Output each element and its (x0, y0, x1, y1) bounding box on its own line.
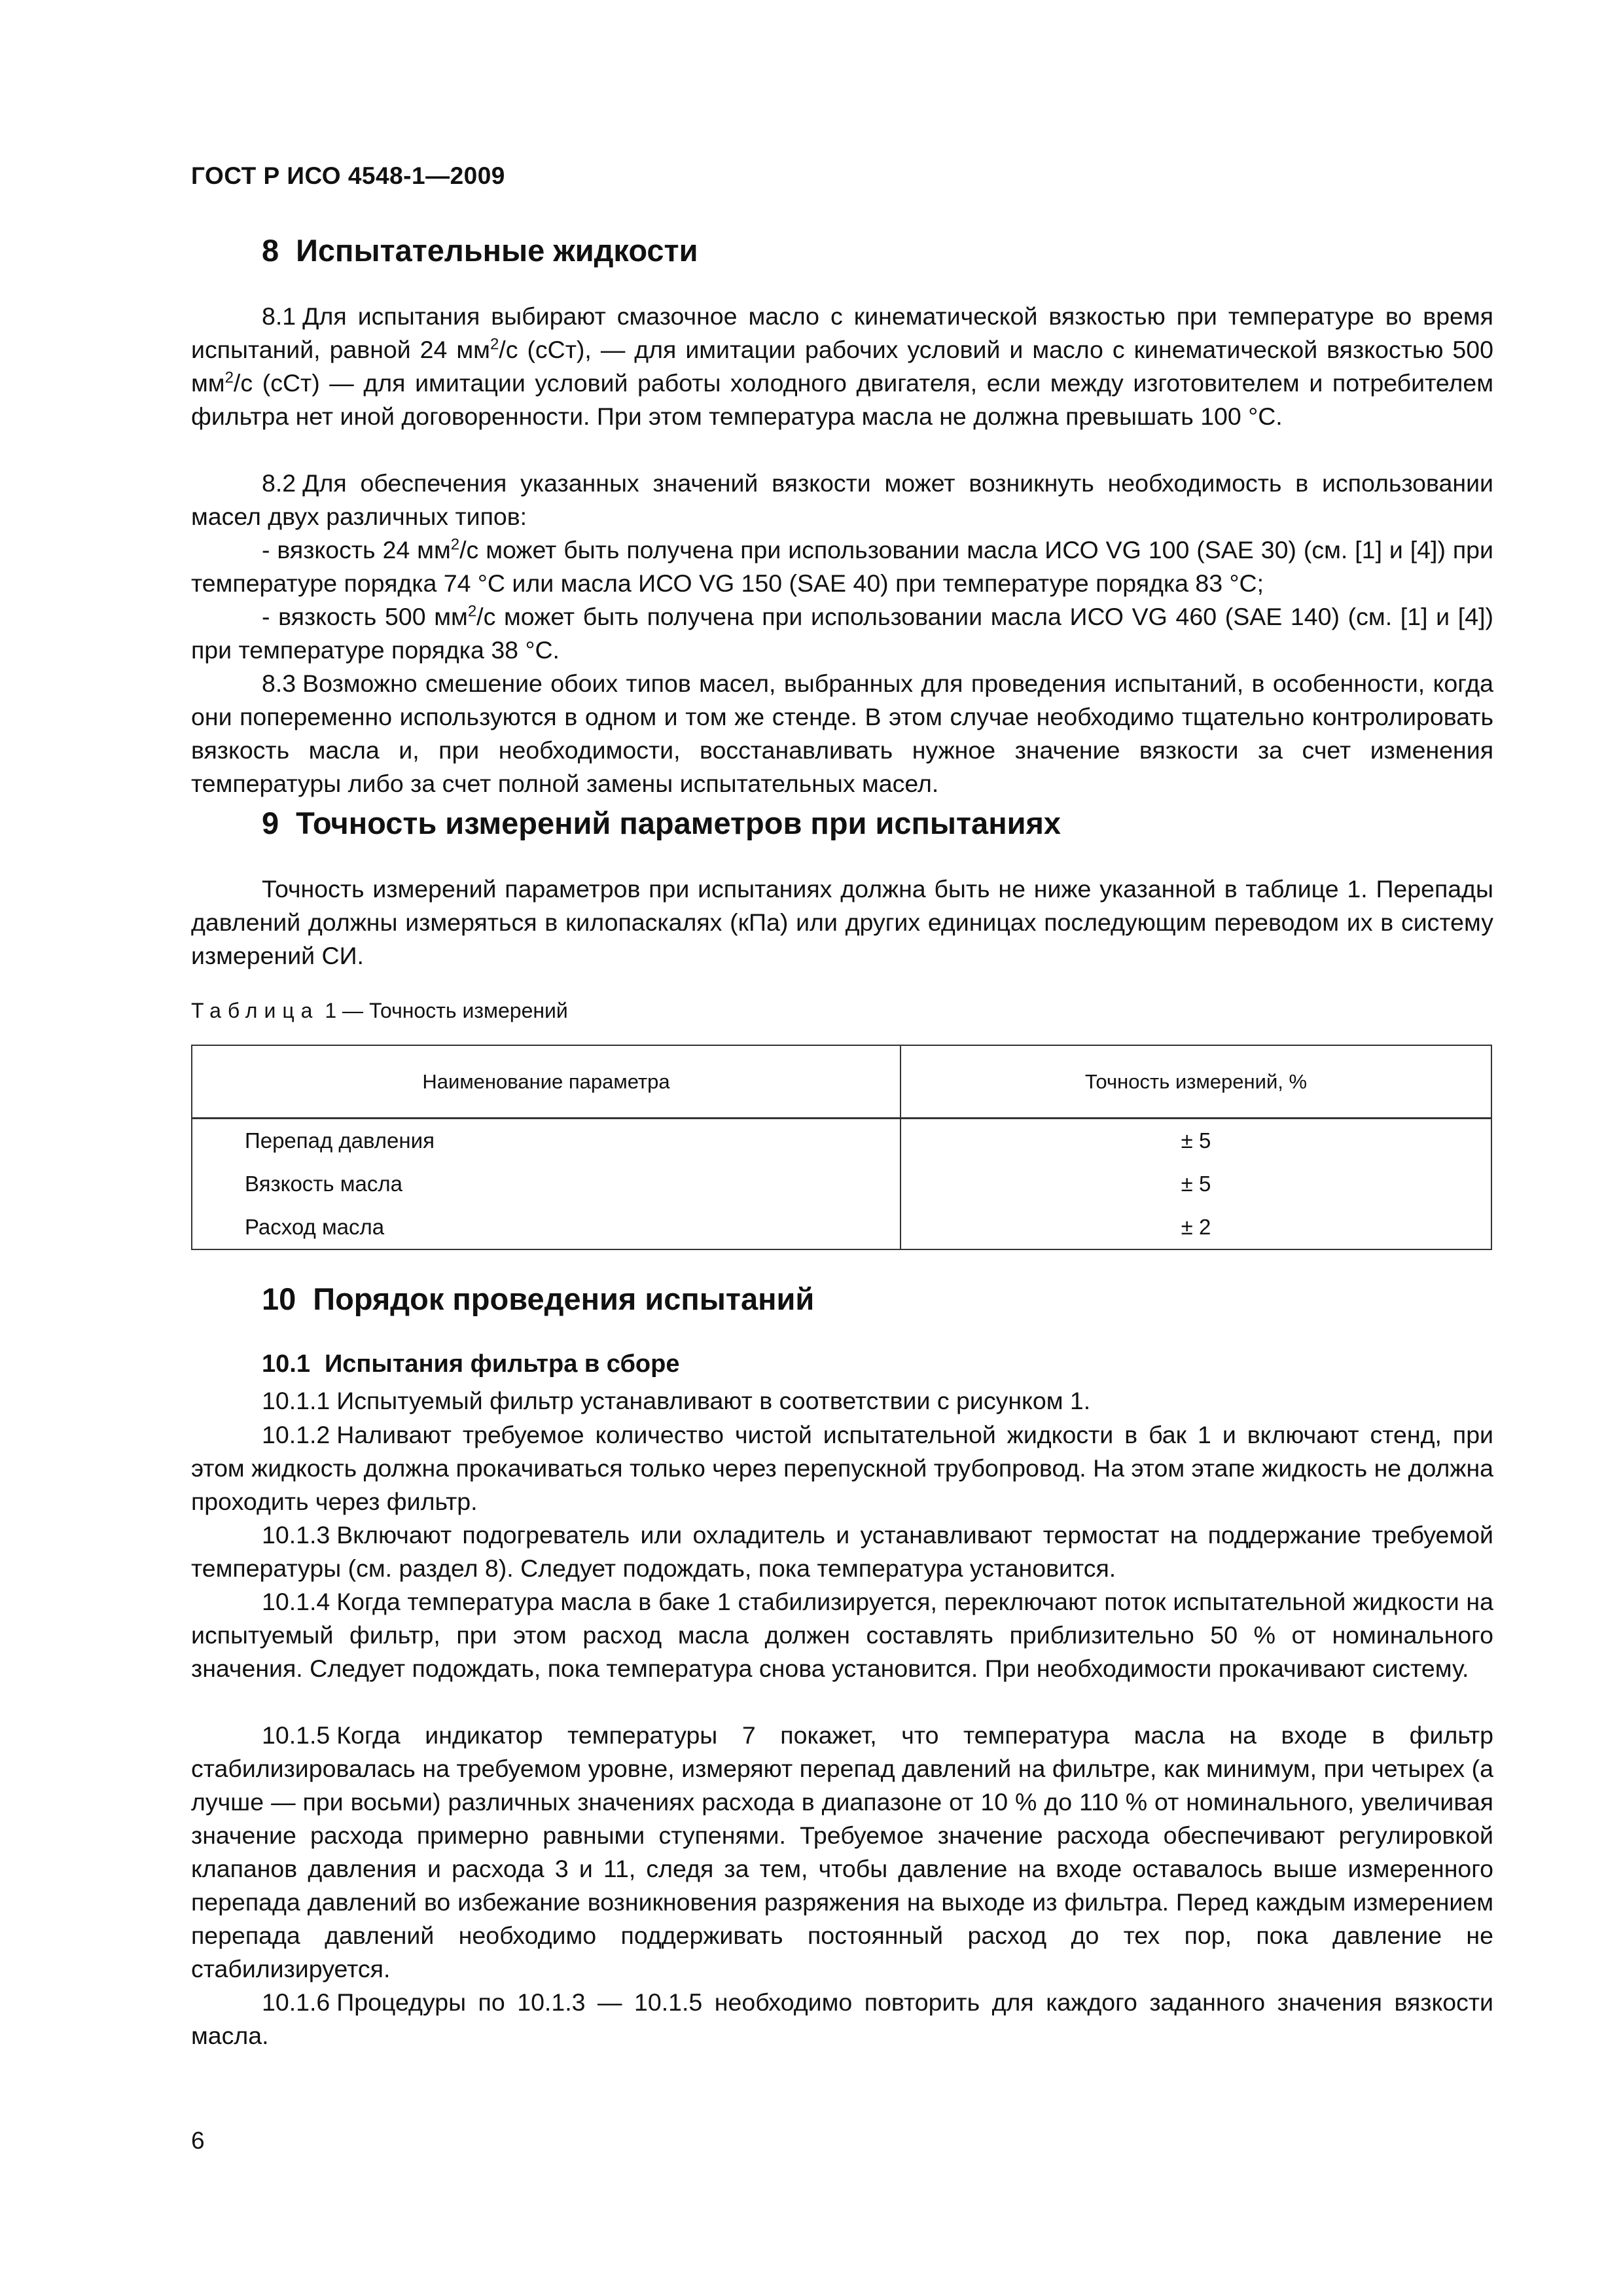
section-number: 8 (262, 233, 279, 268)
paragraph-text: Для испытания выбирают смазочное масло с кинематической вязкостью при температуре во время испытаний, равной 24 мм (191, 302, 1493, 363)
cell-parameter: Расход масла (192, 1206, 901, 1249)
paragraph-text: - вязкость 500 мм (262, 603, 468, 630)
paragraph-number: 10.1.2 (262, 1421, 330, 1448)
cell-accuracy: ± 5 (901, 1119, 1491, 1163)
section-9-heading (262, 805, 1061, 841)
column-header-parameter: Наименование параметра (192, 1045, 901, 1119)
table-row (192, 1162, 1491, 1206)
paragraph-8-3 (191, 667, 1493, 800)
section-number: 10 (262, 1282, 296, 1316)
paragraph-number: 10.1.6 (262, 1988, 330, 2016)
section-title: Порядок проведения испытаний (313, 1282, 815, 1316)
page-number: 6 (191, 2127, 205, 2154)
paragraph-text: Испытуемый фильтр устанавливают в соответствии с рисунком 1. (336, 1387, 1091, 1414)
paragraph-number: 10.1.4 (262, 1588, 330, 1615)
paragraph-number: 8.3 (262, 670, 296, 697)
table-row (192, 1119, 1491, 1163)
cell-parameter: Перепад давления (192, 1119, 901, 1163)
paragraph-8-1 (191, 300, 1493, 433)
superscript: 2 (450, 535, 460, 554)
cell-accuracy: ± 5 (901, 1162, 1491, 1206)
paragraph-8-2 (191, 467, 1493, 533)
section-10-heading (262, 1281, 814, 1317)
paragraph-8-2-item-2 (191, 600, 1493, 667)
paragraph-number: 10.1.1 (262, 1387, 330, 1414)
paragraph-text: /с (сСт), — для имитации рабочих условий и масло с кинематической вязкостью 500 мм (191, 336, 1493, 397)
paragraph-text: Наливают требуемое количество чистой испытательной жидкости в бак 1 и включают стенд, при этом жидкость должна прокачиваться только через перепускной трубопровод. На этом этапе жидкость не должна проходить через фильтр. (191, 1421, 1494, 1515)
paragraph-number: 8.2 (262, 469, 296, 497)
paragraph-text: Процедуры по 10.1.3 — 10.1.5 необходимо повторить для каждого заданного значения вязкости масла. (191, 1988, 1493, 2049)
paragraph-text: /с (сСт) — для имитации условий работы холодного двигателя, если между изготовителем и потребителем фильтра нет иной договоренности. При этом температура масла не должна превышать 100 °С. (191, 369, 1493, 430)
superscript: 2 (467, 602, 477, 620)
paragraph-text: - вязкость 24 мм (262, 536, 451, 564)
paragraph-number: 10.1.3 (262, 1521, 330, 1549)
paragraph-10-1-4 (191, 1585, 1493, 1685)
section-8-heading (262, 232, 698, 268)
cell-accuracy: ± 2 (901, 1206, 1491, 1249)
subsection-number: 10.1 (262, 1350, 310, 1378)
paragraph-text: Включают подогреватель или охладитель и устанавливают термостат на поддержание требуемой температуры (см. раздел 8). Следует подождать, пока температура установится. (191, 1521, 1493, 1582)
paragraph-text: Когда индикатор температуры 7 покажет, что температура масла на входе в фильтр стабилизировалась на требуемом уровне, измеряют перепад давлений на фильтре, как минимум, при четырех (а лучше — при восьми) различных значениях расхода в диапазоне от 10 % до 110 % от номинального, увеличивая значение расхода примерно равными ступенями. Требуемое значение расхода обеспечивают регулировкой клапанов давления и расхода 3 и 11, следя за тем, чтобы давление на входе оставалось выше измеренного перепада давлений во избежание возникновения разряжения на выходе из фильтра. Перед каждым измерением перепада давлений необходимо поддерживать постоянный расход до тех пор, пока давление не стабилизируется. (191, 1721, 1493, 1982)
paragraph-text: Точность измерений параметров при испытаниях должна быть не ниже указанной в таблице 1. Перепады давлений должны измеряться в килопаскалях (кПа) или других единицах последующим переводом их в систему измерений СИ. (191, 875, 1493, 969)
paragraph-10-1-6 (191, 1986, 1493, 2053)
cell-parameter: Вязкость масла (192, 1162, 901, 1206)
paragraph-10-1-2 (191, 1418, 1493, 1518)
section-title: Точность измерений параметров при испытаниях (296, 806, 1061, 840)
table-row (192, 1206, 1491, 1249)
paragraph-text: /с может быть получена при использовании масла ИСО VG 460 (SAE 140) (см. [1] и [4]) при температуре порядка 38 °С. (191, 603, 1493, 664)
paragraph-10-1-5 (191, 1719, 1493, 1986)
paragraph-number: 10.1.5 (262, 1721, 330, 1749)
table-header-row (192, 1045, 1491, 1119)
paragraph-9 (191, 872, 1493, 973)
section-title: Испытательные жидкости (296, 233, 698, 268)
paragraph-10-1-3 (191, 1518, 1493, 1585)
section-number: 9 (262, 806, 279, 840)
paragraph-text: Возможно смешение обоих типов масел, выбранных для проведения испытаний, в особенности, когда они попеременно используются в одном и том же стенде. В этом случае необходимо тщательно контролировать вязкость масла и, при необходимости, восстанавливать нужное значение вязкости за счет изменения температуры либо за счет полной замены испытательных масел. (191, 670, 1493, 797)
paragraph-text: Для обеспечения указанных значений вязкости может возникнуть необходимость в использовании масел двух различных типов: (191, 469, 1493, 530)
caption-label: Таблица (191, 999, 319, 1022)
paragraph-10-1-1 (191, 1384, 1493, 1418)
document-header: ГОСТ Р ИСО 4548-1—2009 (191, 162, 505, 189)
subsection-title: Испытания фильтра в сборе (324, 1350, 680, 1378)
superscript: 2 (490, 335, 499, 353)
superscript: 2 (224, 368, 234, 387)
accuracy-table (191, 1045, 1492, 1250)
paragraph-number: 8.1 (262, 302, 296, 330)
caption-text: 1 — Точность измерений (319, 999, 568, 1022)
column-header-accuracy: Точность измерений, % (901, 1045, 1491, 1119)
subsection-10-1-heading (262, 1350, 679, 1378)
paragraph-text: Когда температура масла в баке 1 стабилизируется, переключают поток испытательной жидкости на испытуемый фильтр, при этом расход масла должен составлять приблизительно 50 % от номинального значения. Следует подождать, пока температура снова установится. При необходимости прокачивают систему. (191, 1588, 1493, 1682)
table-caption (191, 999, 568, 1023)
paragraph-8-2-item-1 (191, 533, 1493, 600)
paragraph-text: /с может быть получена при использовании масла ИСО VG 100 (SAE 30) (см. [1] и [4]) при температуре порядка 74 °С или масла ИСО VG 150 (SAE 40) при температуре порядка 83 °С; (191, 536, 1493, 597)
